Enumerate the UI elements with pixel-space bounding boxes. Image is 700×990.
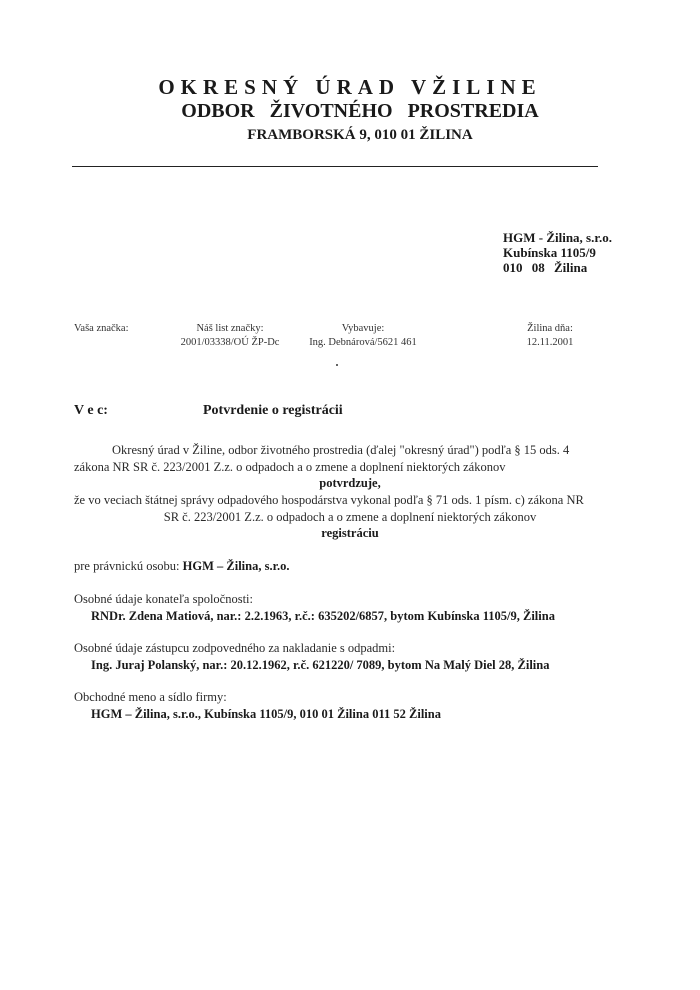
date-value: 12.11.2001 — [526, 337, 574, 348]
your-ref-label: Vaša značka: — [74, 323, 129, 334]
executive-label: Osobné údaje konateľa spoločnosti: — [74, 592, 253, 606]
executive-details: RNDr. Zdena Matiová, nar.: 2.2.1963, r.č.: 635202/6857, bytom Kubínska 1105/9, Žilina — [91, 609, 555, 623]
date-label: Žilina dňa: — [527, 323, 573, 334]
subject-title: Potvrdenie o registrácii — [203, 403, 343, 418]
date-column — [510, 322, 590, 350]
recipient-name: HGM - Žilina, s.r.o. — [503, 230, 612, 245]
recipient-address-block — [503, 230, 612, 275]
recipient-city: 010 08 Žilina — [503, 260, 588, 275]
our-ref-value: 2001/03338/OÚ ŽP-Dc — [180, 337, 280, 348]
stray-mark — [336, 364, 338, 366]
our-ref-label: Náš list značky: — [196, 323, 264, 334]
header-divider — [72, 166, 598, 167]
recipient-street: Kubínska 1105/9 — [503, 245, 596, 260]
entity-line — [74, 559, 290, 574]
office-address: FRAMBORSKÁ 9, 010 01 ŽILINA — [247, 127, 473, 143]
business-name-label: Obchodné meno a sídlo firmy: — [74, 690, 227, 704]
confirms-keyword: potvrdzuje, — [319, 476, 381, 490]
waste-representative-details: Ing. Juraj Polanský, nar.: 20.12.1962, r.č. 621220/ 7089, bytom Na Malý Diel 28, Žilina — [91, 658, 550, 672]
office-heading: OKRESNÝ ÚRAD VŽILINE — [158, 75, 542, 99]
registration-keyword: registráciu — [321, 526, 379, 540]
paragraph1-line2: zákona NR SR č. 223/2001 Z.z. o odpadoch a o zmene a doplnení niektorých zákonov — [74, 460, 506, 474]
department-heading: ODBOR ŽIVOTNÉHO PROSTREDIA — [181, 100, 539, 122]
entity-name: HGM – Žilina, s.r.o. — [182, 559, 290, 573]
paragraph2-line1: že vo veciach štátnej správy odpadového hospodárstva vykonal podľa § 71 ods. 1 písm. c) zákona NR — [74, 493, 584, 507]
handled-by-column — [298, 322, 428, 350]
entity-label: pre právnickú osobu: — [74, 559, 180, 573]
our-ref-column — [160, 322, 300, 350]
handled-by-value: Ing. Debnárová/5621 461 — [309, 337, 417, 348]
business-name-details: HGM – Žilina, s.r.o., Kubínska 1105/9, 010 01 Žilina 011 52 Žilina — [91, 707, 441, 721]
subject-label: V e c: — [74, 403, 108, 418]
handled-by-label: Vybavuje: — [341, 323, 385, 334]
your-ref-column — [74, 322, 129, 336]
paragraph1-line1: Okresný úrad v Žiline, odbor životného prostredia (ďalej "okresný úrad") podľa § 15 ods. 4 — [112, 443, 570, 457]
paragraph2-line2: SR č. 223/2001 Z.z. o odpadoch a o zmene a doplnení niektorých zákonov — [163, 510, 537, 524]
waste-representative-label: Osobné údaje zástupcu zodpovedného za nakladanie s odpadmi: — [74, 641, 396, 655]
